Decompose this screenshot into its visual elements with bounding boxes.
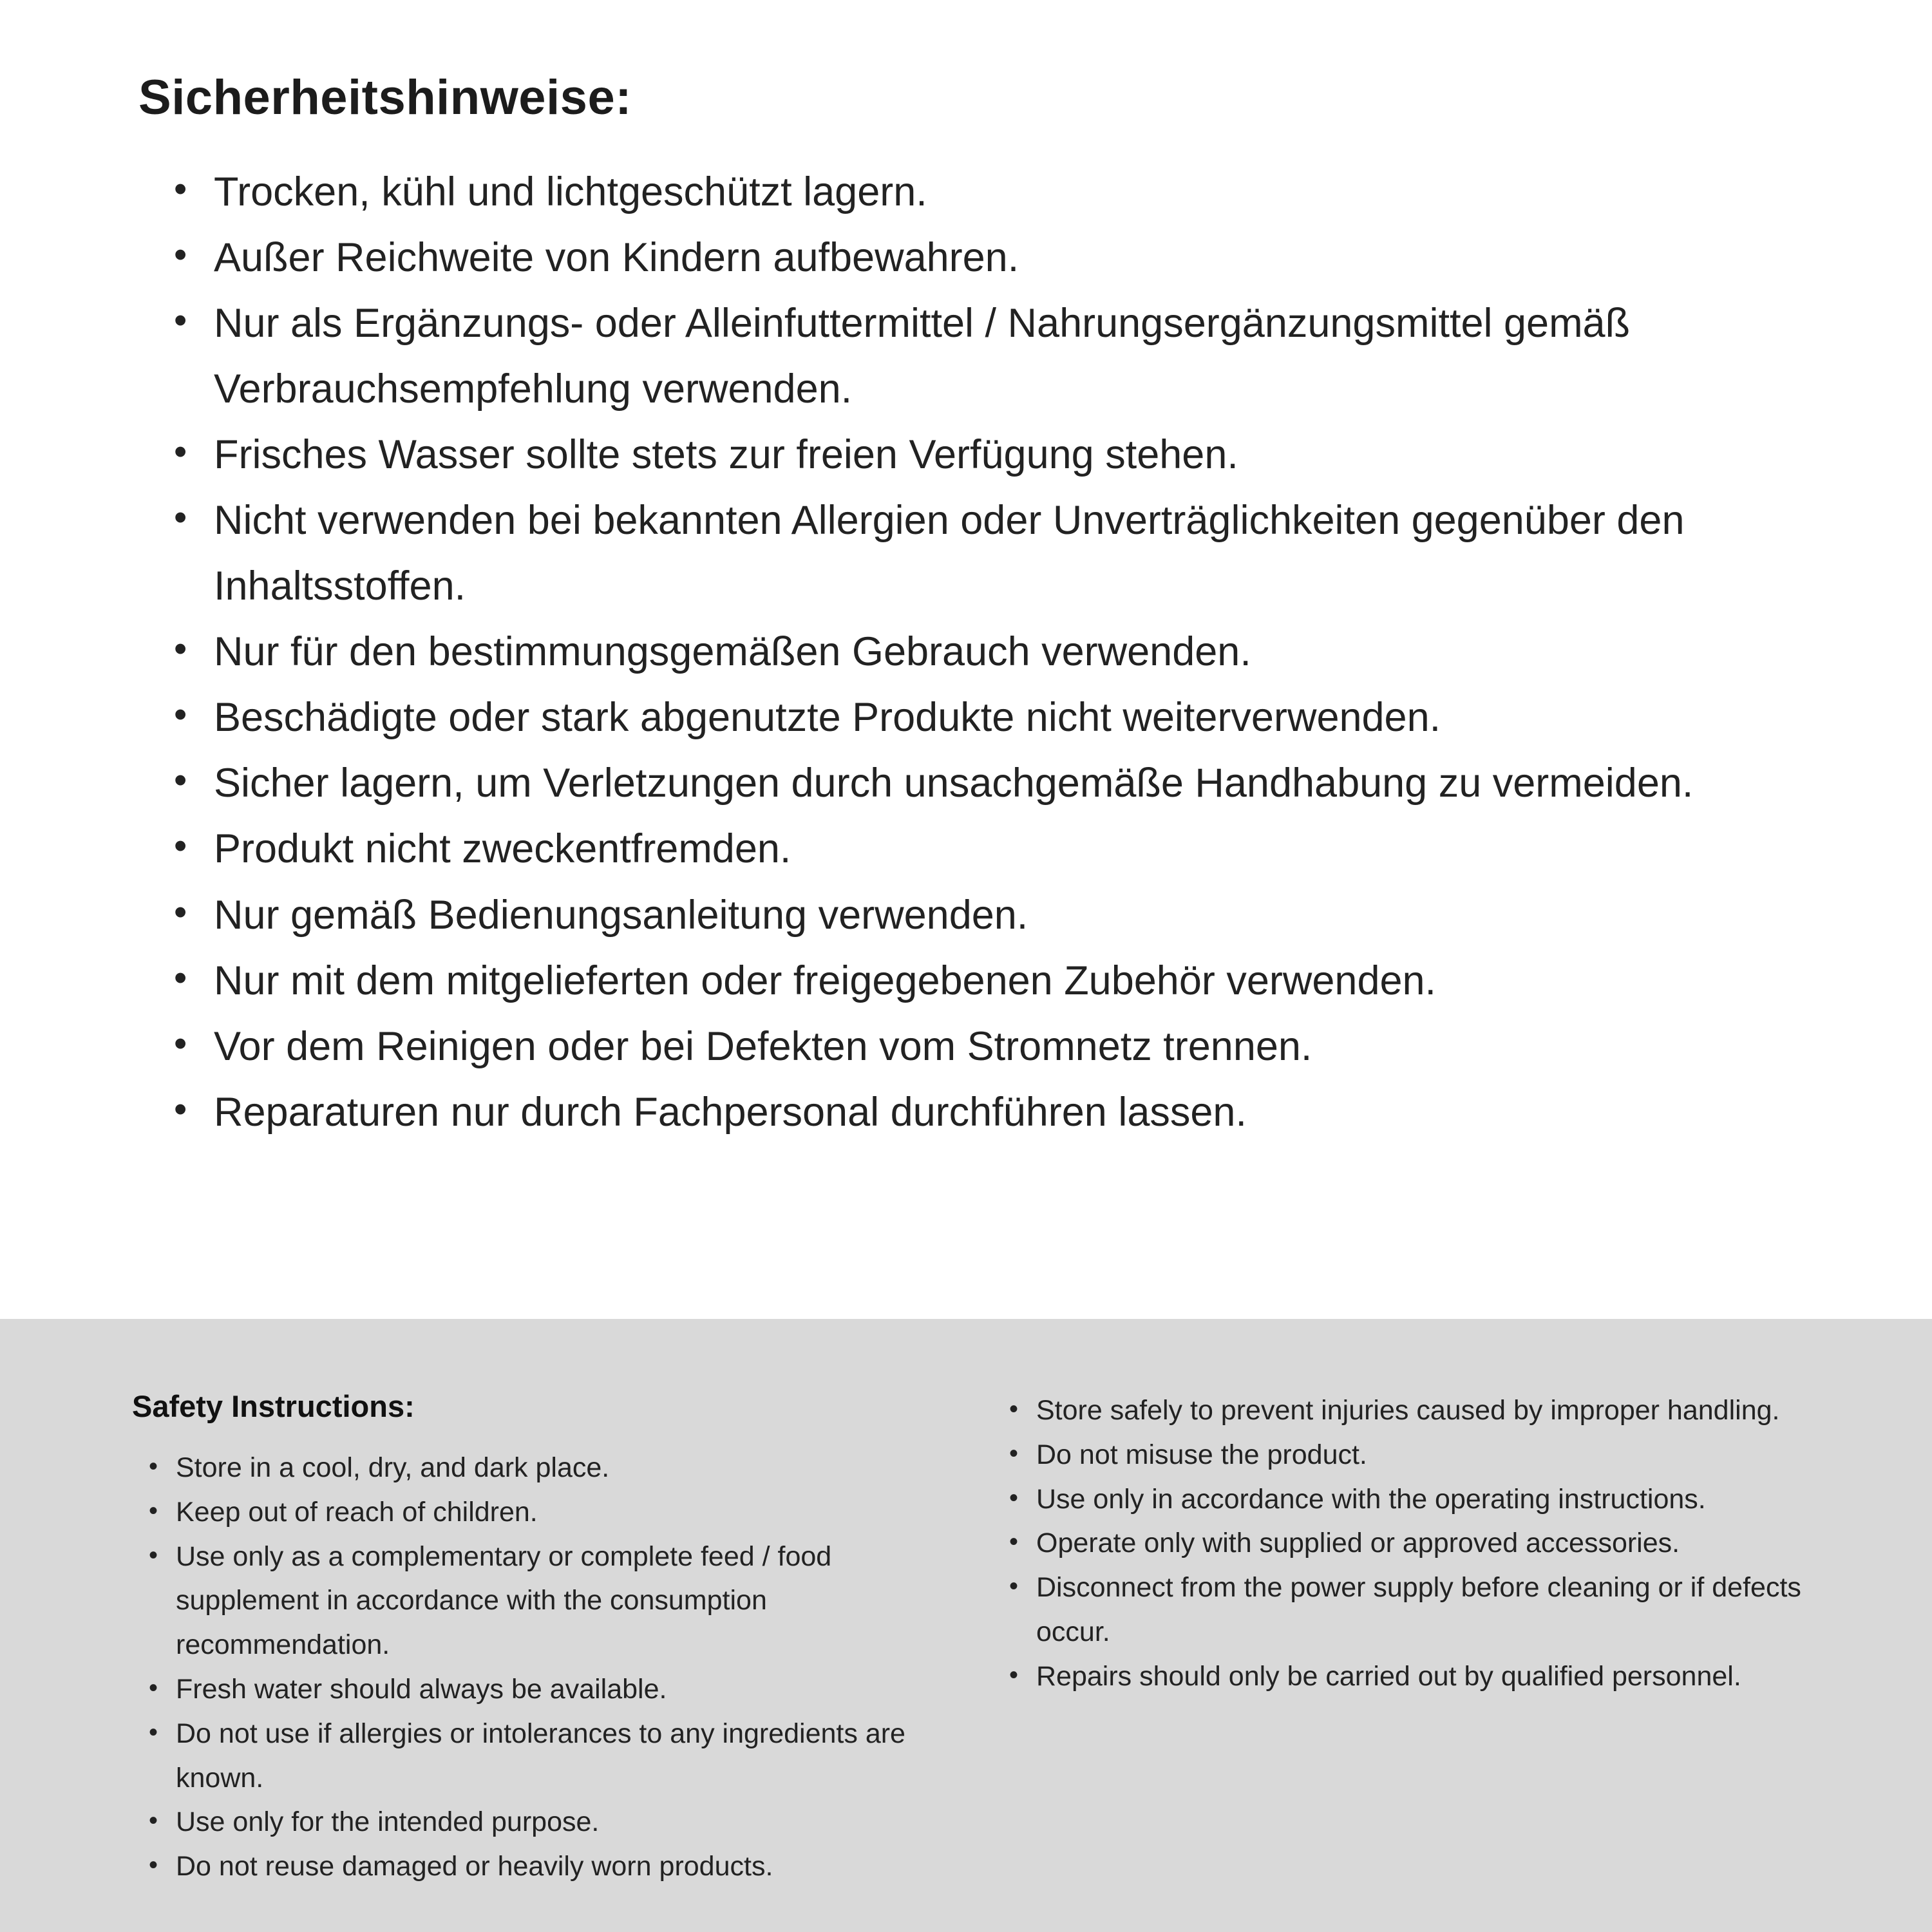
list-item: • Beschädigte oder stark abgenutzte Produkte nicht weiterverwenden.	[174, 685, 1829, 750]
list-item: • Use only in accordance with the operating instructions.	[1008, 1477, 1823, 1522]
list-item: • Do not misuse the product.	[1008, 1433, 1823, 1477]
english-columns	[132, 1388, 1823, 1889]
list-item: • Do not use if allergies or intolerances to any ingredients are known.	[147, 1712, 947, 1801]
list-item: • Trocken, kühl und lichtgeschützt lagern.	[174, 159, 1829, 225]
list-item: • Use only as a complementary or complete feed / food supplement in accordance with the consumption recommendation.	[147, 1535, 947, 1667]
german-heading: Sicherheitshinweise:	[138, 70, 632, 125]
list-item: • Außer Reichweite von Kindern aufbewahren.	[174, 225, 1829, 290]
list-item: • Store safely to prevent injuries caused by improper handling.	[1008, 1388, 1823, 1433]
list-item: • Disconnect from the power supply before cleaning or if defects occur.	[1008, 1566, 1823, 1654]
list-item: • Frisches Wasser sollte stets zur freien Verfügung stehen.	[174, 422, 1829, 488]
german-bullet-list	[138, 159, 1829, 1145]
list-item: • Operate only with supplied or approved accessories.	[1008, 1521, 1823, 1566]
english-right-column	[1008, 1388, 1823, 1889]
list-item: • Vor dem Reinigen oder bei Defekten vom Stromnetz trennen.	[174, 1014, 1829, 1079]
list-item: • Repairs should only be carried out by qualified personnel.	[1008, 1654, 1823, 1699]
english-safety-section	[0, 1319, 1932, 1932]
list-item: • Nur mit dem mitgelieferten oder freigegebenen Zubehör verwenden.	[174, 948, 1829, 1014]
list-item: • Nur als Ergänzungs- oder Alleinfuttermittel / Nahrungsergänzungsmittel gemäß Verbrauchsempfehlung verwenden.	[174, 290, 1829, 422]
list-item: • Nicht verwenden bei bekannten Allergien oder Unverträglichkeiten gegenüber den Inhaltsstoffen.	[174, 488, 1829, 619]
english-heading: Safety Instructions:	[132, 1389, 415, 1423]
list-item: • Use only for the intended purpose.	[147, 1800, 947, 1844]
list-item: • Do not reuse damaged or heavily worn products.	[147, 1844, 947, 1889]
english-left-bullet-list	[132, 1446, 947, 1889]
list-item: • Nur gemäß Bedienungsanleitung verwenden.	[174, 882, 1829, 948]
list-item: • Keep out of reach of children.	[147, 1490, 947, 1535]
list-item: • Sicher lagern, um Verletzungen durch unsachgemäße Handhabung zu vermeiden.	[174, 750, 1829, 816]
list-item: • Reparaturen nur durch Fachpersonal durchführen lassen.	[174, 1079, 1829, 1145]
list-item: • Produkt nicht zweckentfremden.	[174, 816, 1829, 882]
list-item: • Fresh water should always be available.	[147, 1667, 947, 1712]
english-right-bullet-list	[1008, 1388, 1823, 1699]
list-item: • Store in a cool, dry, and dark place.	[147, 1446, 947, 1490]
list-item: • Nur für den bestimmungsgemäßen Gebrauch verwenden.	[174, 619, 1829, 685]
english-left-column	[132, 1388, 947, 1889]
